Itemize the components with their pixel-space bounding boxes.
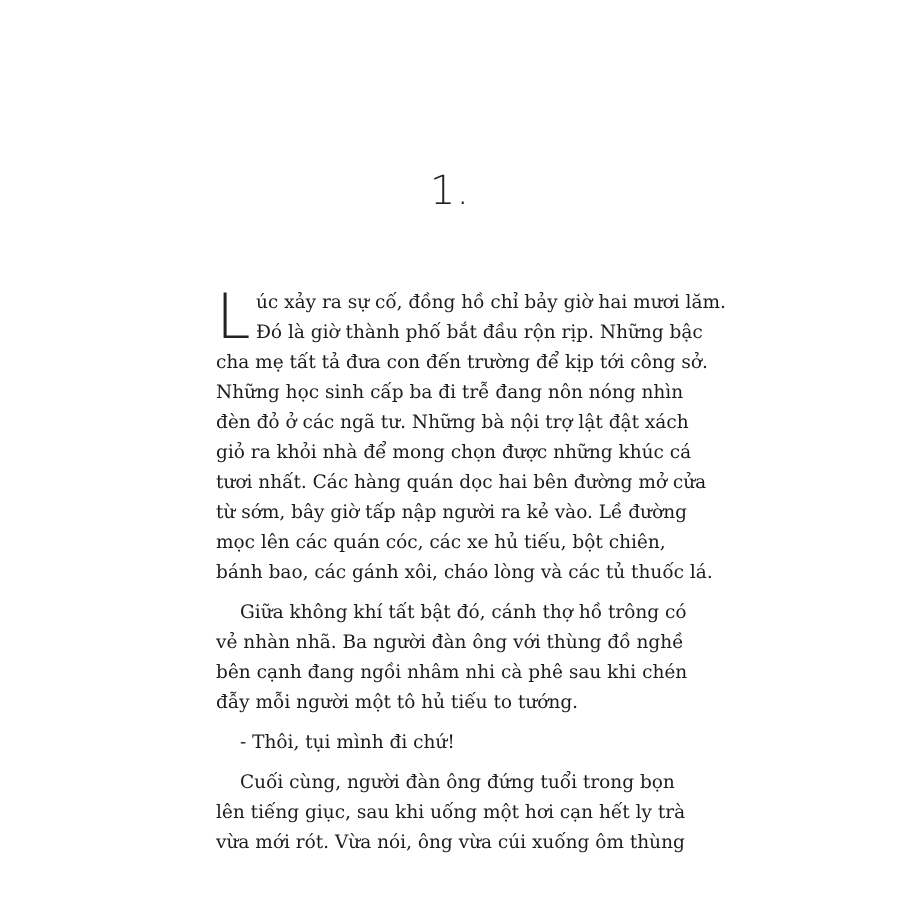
chapter-number: 1. [429, 168, 471, 214]
text-line: bánh bao, các gánh xôi, cháo lòng và các tủ thuốc lá. [216, 562, 713, 583]
drop-cap: L [216, 280, 251, 353]
body-text [216, 280, 726, 858]
text-line: lên tiếng giục, sau khi uống một hơi cạn hết ly trà [216, 802, 686, 823]
text-line: Giữa không khí tất bật đó, cánh thợ hồ trông có [240, 602, 687, 623]
text-line: Những học sinh cấp ba đi trễ đang nôn nóng nhìn [216, 382, 684, 403]
text-line: từ sớm, bây giờ tấp nập người ra kẻ vào. Lề đường [216, 502, 687, 523]
paragraph-3 [216, 728, 676, 758]
text-line: mọc lên các quán cóc, các xe hủ tiếu, bột chiên, [216, 532, 666, 553]
text-line: bên cạnh đang ngồi nhâm nhi cà phê sau khi chén [216, 662, 688, 683]
text-line: cha mẹ tất tả đưa con đến trường để kịp tới công sở. [216, 352, 708, 373]
text-line: Cuối cùng, người đàn ông đứng tuổi trong bọn [240, 772, 675, 793]
text-line: úc xảy ra sự cố, đồng hồ chỉ bảy giờ hai mươi lăm. [256, 292, 726, 313]
text-line: - Thôi, tụi mình đi chứ! [240, 732, 455, 753]
text-line: tươi nhất. Các hàng quán dọc hai bên đường mở cửa [216, 472, 707, 493]
paragraph-2 [216, 598, 688, 718]
text-line: vừa mới rót. Vừa nói, ông vừa cúi xuống ôm thùng [216, 832, 685, 853]
paragraph-1 [216, 280, 726, 588]
text-line: giỏ ra khỏi nhà để mong chọn được những khúc cá [216, 442, 692, 463]
text-line: đẫy mỗi người một tô hủ tiếu to tướng. [216, 692, 579, 713]
text-line: vẻ nhàn nhã. Ba người đàn ông với thùng đồ nghề [216, 632, 684, 653]
paragraph-4 [216, 768, 686, 858]
text-line: Đó là giờ thành phố bắt đầu rộn rịp. Những bậc [256, 322, 703, 343]
text-line: đèn đỏ ở các ngã tư. Những bà nội trợ lật đật xách [216, 412, 689, 433]
